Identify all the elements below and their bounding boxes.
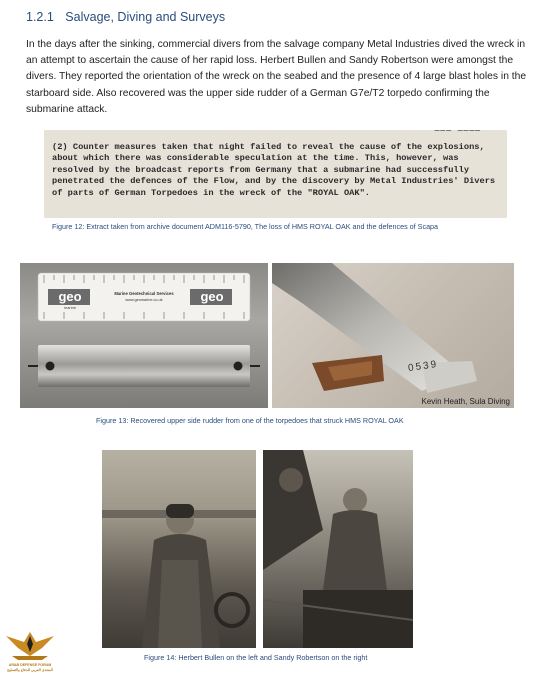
scale-logo-sub-left: marine	[63, 305, 77, 310]
photo-credit: Kevin Heath, Sula Diving	[421, 397, 510, 406]
rudder-closeup-photo	[272, 263, 514, 408]
herbert-bullen-photo	[102, 450, 256, 648]
rudder-scale-photo	[20, 263, 268, 408]
herbert-bullen-drawing	[102, 450, 256, 648]
archive-extract-text: (2) Counter measures taken that night failed to reveal the cause of the explosions, about which there was considerable speculation at the time. This, however, was resolved by the broadcast reports from Germany that a submarine had successfully penetrated the defences of the Flow, and by the discovery by Metal Industries' Divers of parts of German Torpedoes in the wreck of the "ROYAL OAK".	[52, 142, 496, 198]
figure-13-caption: Figure 13: Recovered upper side rudder from one of the torpedoes that struck HMS ROYAL OAK	[96, 416, 404, 425]
scale-logo-right: geo	[200, 289, 224, 304]
sandy-robertson-drawing	[263, 450, 413, 648]
archive-extract-image	[44, 130, 507, 218]
scale-web: www.geomarine.co.uk	[125, 298, 163, 302]
figure-12-caption: Figure 12: Extract taken from archive document ADM116-5790, The loss of HMS ROYAL OAK and the defences of Scapa	[52, 222, 439, 231]
section-title: Salvage, Diving and Surveys	[65, 10, 226, 24]
rudder-number: 0539	[407, 358, 439, 375]
arab-defense-forum-logo	[2, 626, 58, 678]
logo-line-2: المنتدى العربي للدفاع والتسليح	[7, 668, 53, 672]
figure-14-caption: Figure 14: Herbert Bullen on the left and Sandy Robertson on the right	[144, 653, 368, 662]
logo-line-1: ARAB DEFENSE FORUM	[8, 663, 52, 667]
section-heading	[26, 10, 225, 24]
archive-cut-text: ▔▔▔ ▔▔▔▔	[434, 130, 481, 139]
scale-company: Marine Geotechnical Services	[114, 291, 174, 296]
body-paragraph: In the days after the sinking, commercial divers from the salvage company Metal Industries dived the wreck in an attempt to ascertain the cause of her rapid loss. Herbert Bullen and Sandy Robertson were amongst the divers. They reported the orientation of the wreck on the seabed and the presence of 4 large blast holes in the starboard side. Also recovered was the upper side rudder of a German G7e/T2 torpedo confirming the submarine attack.	[26, 39, 527, 115]
sandy-robertson-photo	[263, 450, 413, 648]
rudder-scale-drawing	[20, 263, 268, 408]
rudder-closeup-drawing	[272, 263, 514, 408]
eagle-icon	[2, 626, 58, 662]
section-number: 1.2.1	[26, 10, 54, 24]
scale-logo-left: geo	[58, 289, 82, 304]
